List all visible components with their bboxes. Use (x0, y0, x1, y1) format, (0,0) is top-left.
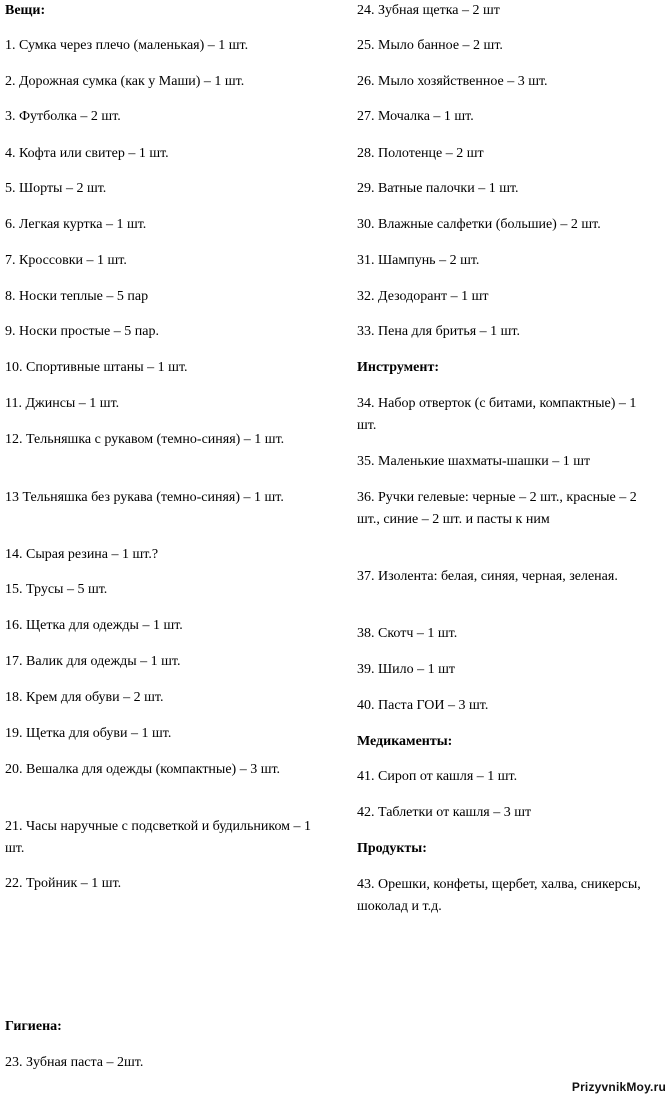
list-item: 25. Мыло банное – 2 шт. (357, 38, 503, 53)
list-item: 33. Пена для бритья – 1 шт. (357, 324, 520, 339)
list-item: 16. Щетка для одежды – 1 шт. (5, 618, 183, 633)
list-item: 8. Носки теплые – 5 пар (5, 289, 149, 304)
list-item: 19. Щетка для обуви – 1 шт. (5, 726, 172, 741)
list-item: 17. Валик для одежды – 1 шт. (5, 654, 181, 669)
list-item: 4. Кофта или свитер – 1 шт. (5, 146, 169, 161)
list-item: 28. Полотенце – 2 шт (357, 146, 484, 161)
list-item: 9. Носки простые – 5 пар. (5, 324, 159, 339)
list-item: 18. Крем для обуви – 2 шт. (5, 690, 164, 705)
list-item: 21. Часы наручные с подсветкой и будильником – 1 шт. (5, 819, 312, 856)
list-item: 1. Сумка через плечо (маленькая) – 1 шт. (5, 38, 249, 53)
section-heading-hygiene: Гигиена: (5, 1019, 62, 1034)
list-item: 5. Шорты – 2 шт. (5, 181, 107, 196)
list-item: 10. Спортивные штаны – 1 шт. (5, 360, 188, 375)
list-item: 26. Мыло хозяйственное – 3 шт. (357, 74, 548, 89)
list-item: 14. Сырая резина – 1 шт.? (5, 547, 159, 562)
section-heading-food: Продукты: (357, 841, 427, 856)
list-item: 40. Паста ГОИ – 3 шт. (357, 698, 489, 713)
list-item: 7. Кроссовки – 1 шт. (5, 253, 127, 268)
list-item: 34. Набор отверток (с битами, компактные) – 1 шт. (357, 396, 637, 433)
list-item: 12. Тельняшка с рукавом (темно-синяя) – 1 шт. (5, 432, 285, 447)
list-item: 35. Маленькие шахматы-шашки – 1 шт (357, 454, 591, 469)
list-item: 42. Таблетки от кашля – 3 шт (357, 805, 532, 820)
list-item: 24. Зубная щетка – 2 шт (357, 3, 500, 18)
site-watermark: PrizyvnikMoy.ru (571, 1080, 666, 1094)
list-item: 30. Влажные салфетки (большие) – 2 шт. (357, 217, 601, 232)
list-item: 27. Мочалка – 1 шт. (357, 109, 474, 124)
list-item: 37. Изолента: белая, синяя, черная, зеленая. (357, 569, 618, 584)
list-item: 11. Джинсы – 1 шт. (5, 396, 120, 411)
list-item: 2. Дорожная сумка (как у Маши) – 1 шт. (5, 74, 245, 89)
list-item: 39. Шило – 1 шт (357, 662, 455, 677)
list-item: 32. Дезодорант – 1 шт (357, 289, 489, 304)
list-item: 29. Ватные палочки – 1 шт. (357, 181, 519, 196)
list-item: 41. Сироп от кашля – 1 шт. (357, 769, 518, 784)
list-item: 38. Скотч – 1 шт. (357, 626, 458, 641)
section-heading-tools: Инструмент: (357, 360, 439, 375)
list-item: 31. Шампунь – 2 шт. (357, 253, 480, 268)
list-item: 22. Тройник – 1 шт. (5, 876, 122, 891)
list-item: 13 Тельняшка без рукава (темно-синяя) – 1 шт. (5, 490, 284, 505)
section-heading-items: Вещи: (5, 3, 46, 18)
section-heading-medications: Медикаменты: (357, 734, 453, 749)
list-item: 43. Орешки, конфеты, щербет, халва, сникерсы, шоколад и т.д. (357, 877, 641, 914)
list-item: 36. Ручки гелевые: черные – 2 шт., красные – 2 шт., синие – 2 шт. и пасты к ним (357, 490, 637, 527)
list-item: 20. Вешалка для одежды (компактные) – 3 шт. (5, 762, 281, 777)
list-item: 6. Легкая куртка – 1 шт. (5, 217, 147, 232)
list-item: 15. Трусы – 5 шт. (5, 582, 108, 597)
list-item: 3. Футболка – 2 шт. (5, 109, 121, 124)
list-item: 23. Зубная паста – 2шт. (5, 1055, 144, 1070)
